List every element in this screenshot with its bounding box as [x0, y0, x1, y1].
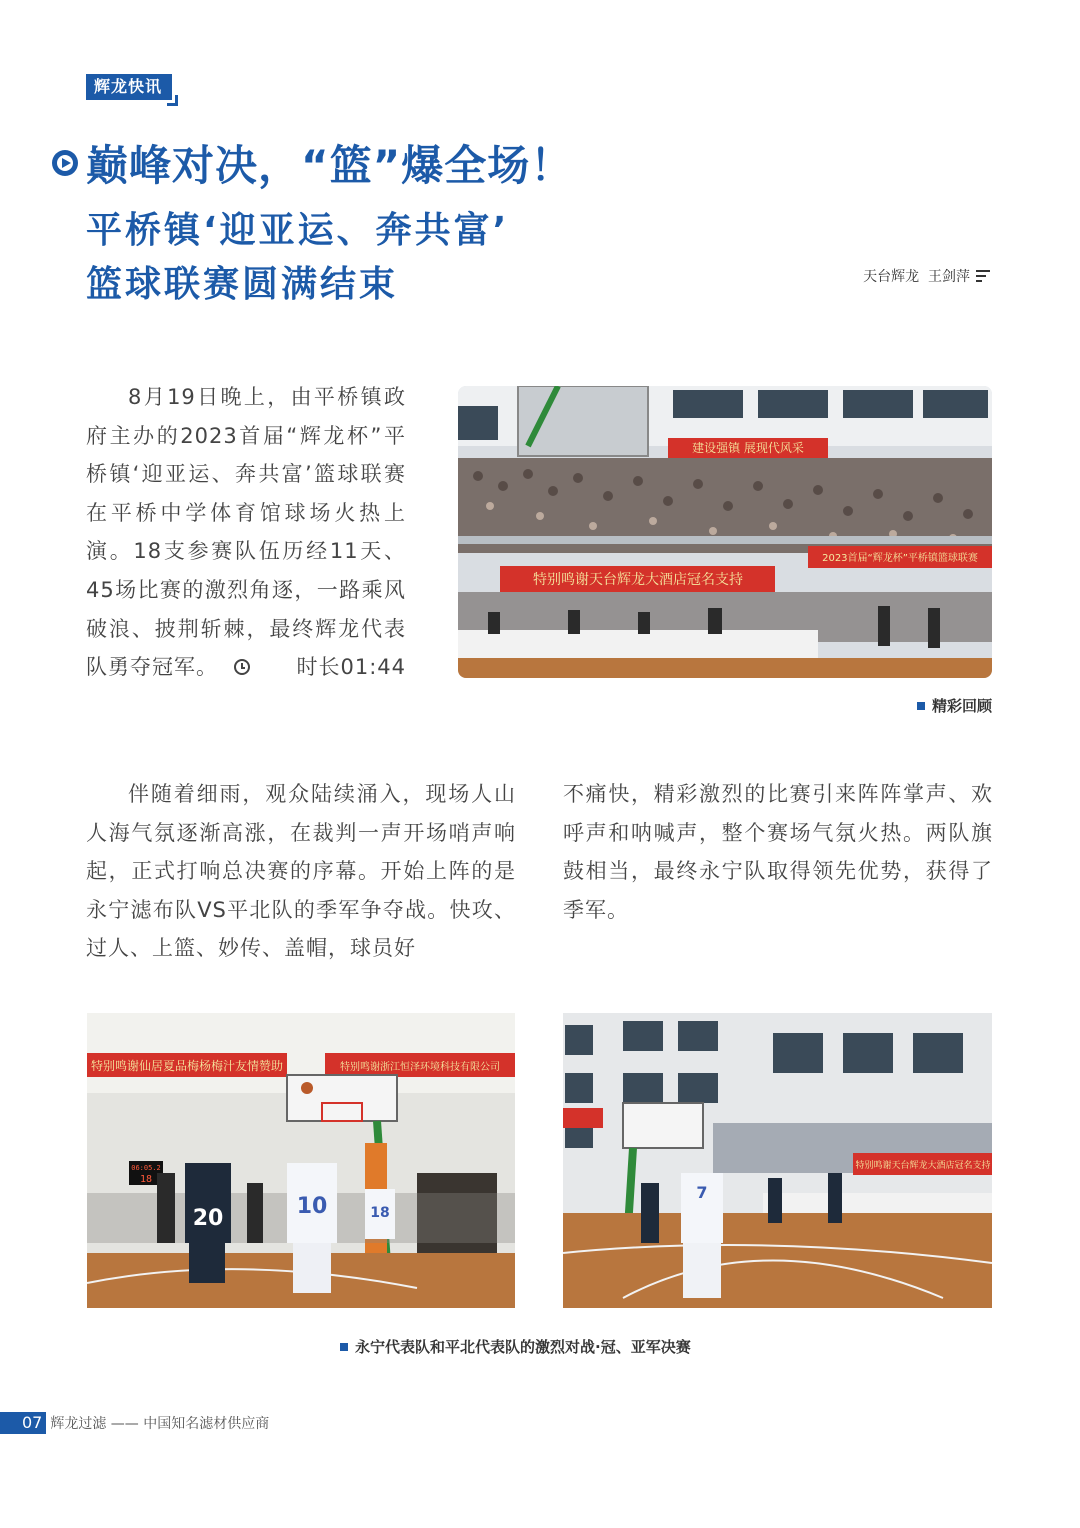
photo2-shot: 18 [139, 1174, 153, 1185]
photo2-jersey2: 10 [296, 1194, 328, 1219]
game-photo-right [563, 1013, 992, 1308]
intro-paragraph [86, 378, 406, 687]
play-circle-icon [52, 150, 78, 176]
photo2-banner: 特别鸣谢仙居夏品梅杨梅汁友情赞助 [90, 1059, 284, 1073]
photo3-banner: 特别鸣谢天台辉龙大酒店冠名支持 [855, 1161, 991, 1171]
game-photo-left-image [87, 1013, 515, 1308]
caption-highlights-text: 精彩回顾 [931, 697, 992, 715]
footer-text: 辉龙过滤 —— 中国知名滤材供应商 [50, 1416, 270, 1432]
photo1-banner-mid: 2023首届“辉龙杯”平桥镇篮球联赛 [822, 553, 978, 564]
caption-highlights [917, 695, 992, 716]
caption-square-icon [340, 1343, 348, 1351]
photo3-jersey: 7 [696, 1183, 708, 1202]
page-footer [0, 1412, 269, 1434]
photo2-jersey3: 18 [370, 1205, 390, 1221]
caption-final-match [340, 1336, 691, 1357]
body-column-2: 不痛快，精彩激烈的比赛引来阵阵掌声、欢呼声和呐喊声，整个赛场气氛火热。两队旗鼓相当，最终永宁队取得领先优势，获得了季军。 [563, 782, 993, 922]
caption-square-icon [917, 702, 925, 710]
video-thumbnail-crowd[interactable] [458, 386, 992, 678]
duration-text: 时长01:44 [296, 655, 406, 680]
photo2-score: 06:05.2 [131, 1164, 161, 1172]
body-column-1: 伴随着细雨，观众陆续涌入，现场人山人海气氛逐渐高涨，在裁判一声开场哨声响起，正式打响总决赛的序幕。开始上阵的是永宁滤布队VS平北队的季军争夺战。快攻、过人、上篮、妙传、盖帽，球员好 [86, 782, 516, 961]
photo1-banner-top: 建设强镇 展现代风采 [692, 441, 804, 455]
clock-icon [234, 659, 250, 675]
photo2-banner2: 特别鸣谢浙江恒泽环境科技有限公司 [340, 1062, 500, 1073]
caption-final-match-text: 永宁代表队和平北代表队的激烈对战·冠、亚军决赛 [355, 1338, 691, 1356]
byline [863, 266, 992, 286]
intro-text: 8月19日晚上，由平桥镇政府主办的2023首届“辉龙杯”平桥镇‘迎亚运、奔共富’篮球联赛在平桥中学体育馆球场火热上演。18支参赛队伍历经11天、45场比赛的激烈角逐，一路乘风破浪、披荆斩棘，最终辉龙代表队勇夺冠军。 [86, 385, 406, 680]
game-photo-right-image [563, 1013, 992, 1308]
photo2-jersey1: 20 [192, 1206, 224, 1231]
game-photo-left [87, 1013, 515, 1308]
title-row [52, 138, 573, 188]
subtitle-line-2: 篮球联赛圆满结束 [86, 264, 399, 305]
photo1-banner-low: 特别鸣谢天台辉龙大酒店冠名支持 [533, 572, 743, 588]
section-tag: 辉龙快讯 [86, 74, 172, 100]
page-title: 巅峰对决，“篮”爆全场！ [86, 141, 574, 190]
byline-text: 天台辉龙 王剑萍 [863, 269, 970, 285]
page-number: 07 [0, 1412, 46, 1434]
subtitle-line-1: 平桥镇‘迎亚运、奔共富’ [86, 210, 510, 251]
pen-icon [976, 269, 992, 283]
duration-label[interactable] [234, 648, 406, 687]
crowd-photo [458, 386, 992, 678]
